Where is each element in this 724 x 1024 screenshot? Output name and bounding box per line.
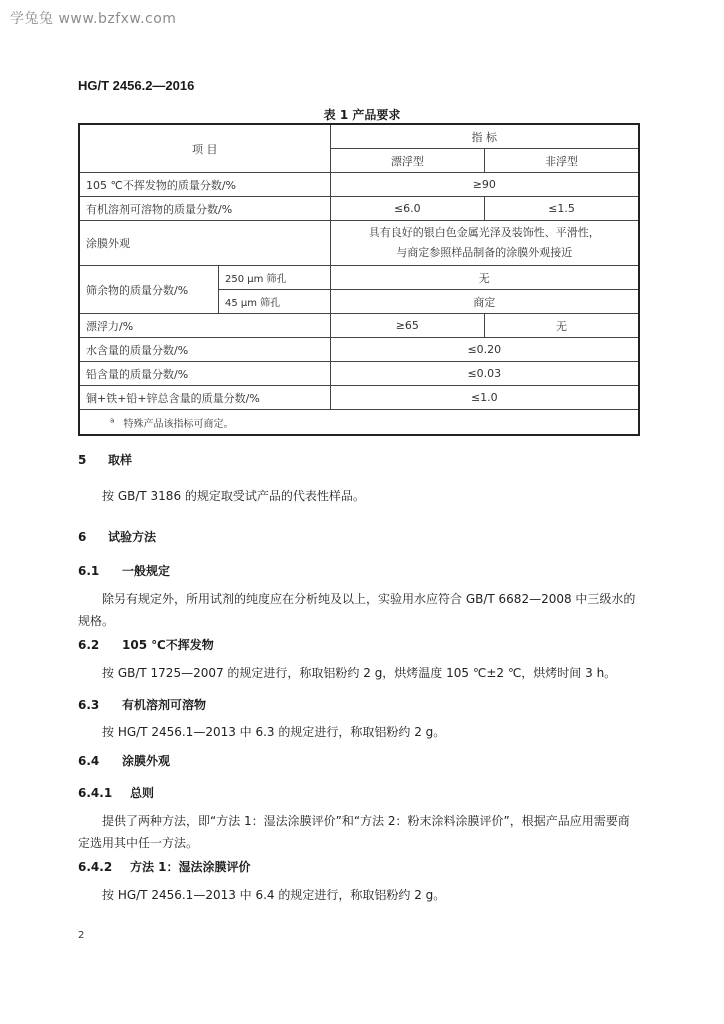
page-number: 2: [78, 930, 85, 941]
row-value: ≤1.0: [330, 386, 639, 410]
section-6-1-heading: [78, 562, 170, 579]
table-row: [79, 386, 639, 410]
header-floating: 漂浮型: [330, 149, 484, 173]
section-number: 6.4: [78, 754, 100, 768]
row-value-nonfloating: ≤1.5: [485, 197, 639, 221]
row-label: 筛余物的质量分数/%: [79, 266, 219, 314]
row-value: 无: [330, 266, 639, 290]
section-title: 试验方法: [108, 530, 157, 544]
row-label: 铅含量的质量分数/%: [79, 362, 330, 386]
row-label: 有机溶剂可溶物的质量分数/%: [79, 197, 330, 221]
table-row: [79, 362, 639, 386]
row-label: 铜+铁+铅+锌总含量的质量分数/%: [79, 386, 330, 410]
section-6-2-text: 按 GB/T 1725—2007 的规定进行，称取铝粉约 2 g，烘烤温度 105 ℃±2 ℃，烘烤时间 3 h。: [102, 666, 617, 680]
row-value-nonfloating: 无: [485, 314, 639, 338]
row-label: 105 ℃不挥发物的质量分数/%: [79, 173, 330, 197]
sieve-sub-label: 250 μm 筛孔: [219, 266, 331, 290]
table-row: [79, 338, 639, 362]
section-6-2-heading: [78, 636, 214, 653]
header-nonfloating: 非浮型: [485, 149, 639, 173]
film-requirement-line-1: 具有良好的银白色金属光泽及装饰性、平滑性，: [368, 226, 600, 239]
section-number: 6.4.2: [78, 860, 113, 874]
table-header-row: [79, 124, 639, 149]
row-label: 漂浮力/%: [79, 314, 330, 338]
section-number: 5: [78, 453, 87, 467]
table-row: [79, 221, 639, 266]
section-number: 6.3: [78, 698, 100, 712]
section-5-heading: [78, 451, 132, 468]
product-requirements-table: [78, 123, 640, 436]
table-row: [79, 197, 639, 221]
section-number: 6.2: [78, 638, 100, 652]
section-6-3-text: 按 HG/T 2456.1—2013 中 6.3 的规定进行，称取铝粉约 2 g。: [102, 725, 446, 739]
section-number: 6.4.1: [78, 786, 113, 800]
row-value-floating: ≤6.0: [330, 197, 484, 221]
header-index: 指 标: [330, 124, 639, 149]
section-title: 涂膜外观: [122, 754, 171, 768]
section-title: 总则: [130, 786, 155, 800]
section-6-4-2-heading: [78, 858, 251, 875]
section-6-1-text: 除另有规定外，所用试剂的纯度应在分析纯及以上，实验用水应符合 GB/T 6682—2008 中三级水的规格。: [78, 592, 636, 628]
section-title: 105 ℃不挥发物: [122, 638, 214, 652]
section-6-4-1-heading: [78, 784, 154, 801]
row-value-floating: ≥65: [330, 314, 484, 338]
row-value: ≥90: [330, 173, 639, 197]
row-value: [330, 221, 639, 266]
watermark: 学兔兔 www.bzfxw.com: [10, 11, 177, 27]
note-text: 特殊产品该指标可商定。: [123, 418, 234, 430]
sieve-sub-label: 45 μm 筛孔: [219, 290, 331, 314]
section-title: 取样: [108, 453, 133, 467]
section-title: 一般规定: [122, 564, 171, 578]
row-value: ≤0.20: [330, 338, 639, 362]
note-marker: a: [110, 416, 115, 425]
section-number: 6.1: [78, 564, 100, 578]
section-title: 有机溶剂可溶物: [122, 698, 207, 712]
table-title: 表 1 产品要求: [323, 108, 401, 122]
row-value: 商定: [330, 290, 639, 314]
table-note-row: [79, 410, 639, 436]
section-6-4-heading: [78, 752, 170, 769]
row-label: 涂膜外观: [79, 221, 330, 266]
document-code: HG/T 2456.2—2016: [78, 78, 195, 93]
section-number: 6: [78, 530, 87, 544]
table-row: [79, 173, 639, 197]
table-row: [79, 266, 639, 290]
section-5-text: 按 GB/T 3186 的规定取受试产品的代表性样品。: [102, 489, 365, 503]
section-title: 方法 1：湿法涂膜评价: [130, 860, 251, 874]
table-note: [79, 410, 639, 436]
row-label: 水含量的质量分数/%: [79, 338, 330, 362]
section-6-heading: [78, 528, 156, 545]
table-row: [79, 314, 639, 338]
film-requirement-line-2: 与商定参照样品制备的涂膜外观接近: [396, 246, 573, 259]
row-value: ≤0.03: [330, 362, 639, 386]
section-6-4-1-text: 提供了两种方法，即“方法 1：湿法涂膜评价”和“方法 2：粉末涂料涂膜评价”，根据产品应用需要商定选用其中任一方法。: [78, 814, 630, 850]
header-item: 项 目: [79, 124, 330, 173]
section-6-3-heading: [78, 696, 206, 713]
section-6-4-2-text: 按 HG/T 2456.1—2013 中 6.4 的规定进行，称取铝粉约 2 g。: [102, 888, 446, 902]
